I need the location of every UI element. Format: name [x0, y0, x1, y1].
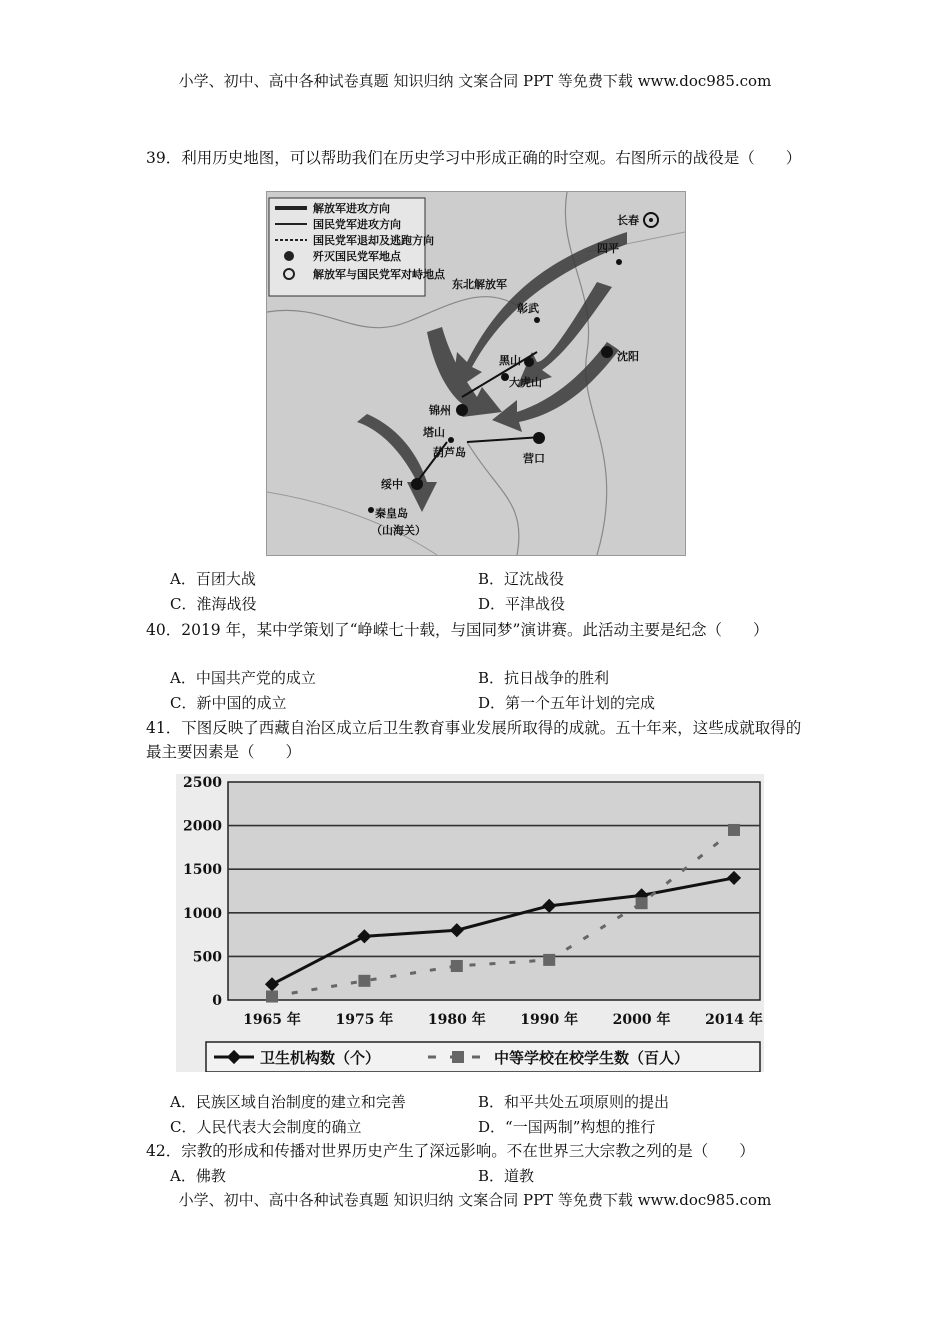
- q41-option-b[interactable]: B．和平共处五项原则的提出: [478, 1093, 670, 1111]
- x-tick-label: 2000 年: [612, 1012, 671, 1028]
- map-place-label: 四平: [597, 242, 619, 255]
- legend-label: 卫生机构数（个）: [260, 1049, 381, 1067]
- legend-marker-square: [452, 1051, 464, 1063]
- page-footer: 小学、初中、高中各种试卷真题 知识归纳 文案合同 PPT 等免费下载 www.doc985.com: [178, 1191, 772, 1209]
- map-legend-item: 解放军与国民党军对峙地点: [313, 268, 445, 281]
- map-place-label: 黑山: [499, 354, 521, 367]
- q42-option-a[interactable]: A．佛教: [170, 1167, 226, 1185]
- q40-option-b[interactable]: B．抗日战争的胜利: [478, 669, 610, 687]
- map-place-label: 长春: [617, 214, 639, 227]
- x-tick-label: 1975 年: [335, 1012, 394, 1028]
- map-place-label: 秦皇岛: [375, 507, 408, 520]
- x-tick-label: 1990 年: [520, 1012, 579, 1028]
- x-tick-label: 1980 年: [427, 1012, 486, 1028]
- map-place-label: 锦州: [429, 404, 451, 417]
- question-41-stem: 41．下图反映了西藏自治区成立后卫生教育事业发展所取得的成就。五十年来，这些成就取得的最主要因素是（ ）: [146, 719, 802, 761]
- series-point: [636, 897, 648, 909]
- series-point: [266, 991, 278, 1003]
- question-39-stem: 39．利用历史地图，可以帮助我们在历史学习中形成正确的时空观。右图所示的战役是（ ）: [146, 149, 802, 167]
- map-legend-item: 国民党军退却及逃跑方向: [313, 234, 434, 247]
- question-40-stem: 40．2019 年，某中学策划了“峥嵘七十载，与国同梦”演讲赛。此活动主要是纪念（ ）: [146, 621, 769, 639]
- y-tick-label: 1500: [183, 862, 222, 879]
- line-chart-svg: [176, 774, 764, 1072]
- map-place-label: 塔山: [423, 426, 445, 439]
- y-tick-label: 0: [212, 993, 222, 1009]
- map-place-label: 大虎山: [509, 376, 542, 389]
- legend-label: 中等学校在校学生数（百人）: [494, 1049, 690, 1067]
- q41-option-c[interactable]: C．人民代表大会制度的确立: [170, 1118, 362, 1136]
- map-place-label: 沈阳: [617, 350, 639, 363]
- map-place-label: 彰武: [517, 302, 539, 315]
- question-42-stem: 42．宗教的形成和传播对世界历史产生了深远影响。不在世界三大宗教之列的是（ ）: [146, 1142, 755, 1160]
- q42-option-b[interactable]: B．道教: [478, 1167, 535, 1185]
- map-legend-item: 歼灭国民党军地点: [313, 250, 401, 263]
- map-legend-item: 国民党军进攻方向: [313, 218, 401, 231]
- q39-option-d[interactable]: D．平津战役: [478, 595, 566, 613]
- y-tick-label: 2000: [183, 818, 222, 835]
- q39-option-c[interactable]: C．淮海战役: [170, 595, 257, 613]
- map-place-label: 葫芦岛: [433, 446, 466, 459]
- q41-option-a[interactable]: A．民族区域自治制度的建立和完善: [170, 1093, 406, 1111]
- y-tick-label: 2500: [183, 775, 222, 791]
- x-tick-label: 2014 年: [705, 1012, 763, 1028]
- map-place-label: 东北解放军: [452, 278, 507, 291]
- map-place-label: （山海关）: [371, 524, 426, 537]
- q40-option-c[interactable]: C．新中国的成立: [170, 694, 287, 712]
- page-header: 小学、初中、高中各种试卷真题 知识归纳 文案合同 PPT 等免费下载 www.doc985.com: [178, 72, 772, 90]
- q40-option-d[interactable]: D．第一个五年计划的完成: [478, 694, 656, 712]
- q40-option-a[interactable]: A．中国共产党的成立: [170, 669, 316, 687]
- series-point: [358, 975, 370, 987]
- x-tick-label: 1965 年: [243, 1012, 301, 1028]
- line-chart: [176, 774, 764, 1072]
- map-place-label: 绥中: [381, 478, 403, 491]
- map-legend-item: 解放军进攻方向: [313, 202, 390, 215]
- battle-map-image: [267, 192, 685, 555]
- q39-option-a[interactable]: A．百团大战: [170, 570, 256, 588]
- y-tick-label: 500: [192, 949, 222, 966]
- battle-map: [266, 191, 686, 556]
- series-point: [543, 954, 555, 966]
- q41-option-d[interactable]: D．“一国两制”构想的推行: [478, 1118, 656, 1136]
- series-point: [728, 824, 740, 836]
- y-tick-label: 1000: [183, 905, 222, 922]
- series-point: [451, 960, 463, 972]
- map-place-label: 营口: [523, 452, 545, 465]
- q39-option-b[interactable]: B．辽沈战役: [478, 570, 565, 588]
